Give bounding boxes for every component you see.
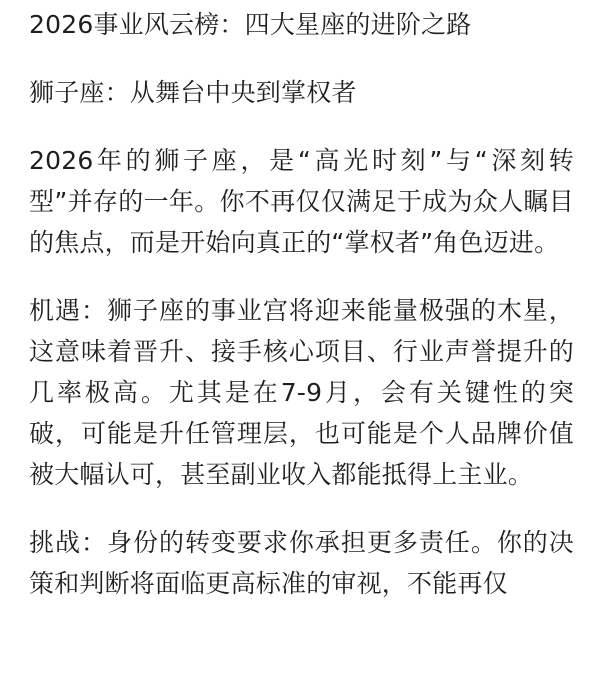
paragraph-gap xyxy=(29,263,574,290)
paragraph-challenge: 挑战：身份的转变要求你承担更多责任。你的决策和判断将面临更高标准的审视，不能再仅 xyxy=(29,528,574,598)
article-body xyxy=(29,0,574,604)
paragraph-gap xyxy=(29,495,574,522)
paragraph-opportunity: 机遇：狮子座的事业宫将迎来能量极强的木星，这意味着晋升、接手核心项目、行业声誉提升的几率极高。尤其是在7-9月，会有关键性的突破，可能是升任管理层，也可能是个人品牌价值被大幅认可，甚至副业收入都能抵得上主业。 xyxy=(29,296,574,489)
paragraph-gap xyxy=(29,45,574,72)
section-heading: 狮子座：从舞台中央到掌权者 xyxy=(29,78,357,107)
paragraph-intro: 2026年的狮子座，是“高光时刻”与“深刻转型”并存的一年。你不再仅仅满足于成为众人瞩目的焦点，而是开始向真正的“掌权者”角色迈进。 xyxy=(29,146,574,257)
paragraph-gap xyxy=(29,113,574,140)
article-title: 2026事业风云榜：四大星座的进阶之路 xyxy=(29,10,472,39)
